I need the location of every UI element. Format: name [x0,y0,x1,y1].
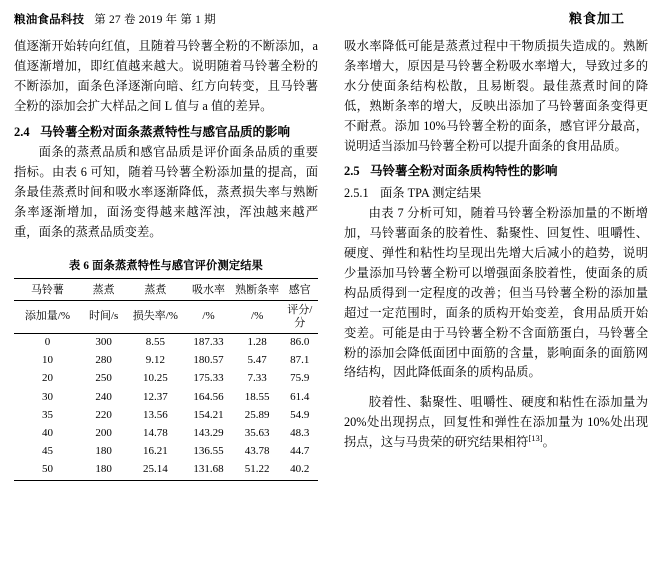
heading-2-4-text: 马铃薯全粉对面条蒸煮特性与感官品质的影响 [40,124,291,139]
cell: 9.12 [145,354,165,367]
cell: 280 [95,354,112,367]
table-6-col-header-5b: 评分/分 [287,303,313,329]
heading-2-5-1 [344,184,648,203]
heading-2-5-1-text: 面条 TPA 测定结果 [380,186,482,201]
section-title: 粮食加工 [568,11,625,26]
citation-ref-13: [13] [528,433,543,444]
heading-2-4-number: 2.4 [14,124,30,139]
cell: 0 [44,336,51,348]
cell: 180 [95,445,112,458]
cell: 54.9 [290,408,310,421]
cell: 180 [81,461,127,480]
cell: 75.9 [290,372,310,385]
right-column [344,37,648,481]
running-head-left [14,11,216,27]
paragraph-2-4-body: 面条的蒸煮品质和感官品质是评价面条品质的重要指标。由表 6 可知，随着马铃薯全粉添加量的提高，面条最佳蒸煮时间和吸水率逐渐降低，蒸煮损失率与熟断条率逐渐增加，面汤变得越来越浑浊，浑浊越来越严重，面条的蒸煮品质变差。 [14,145,318,239]
table-6-col-header-0b: 添加量/% [24,310,71,323]
paragraph-continued: 值逐渐开始转向红值，且随着马铃薯全粉的不断添加，a 值逐渐增加，即红值越来越大。说明随着马铃薯全粉的不断添加，面条色泽逐渐向暗、红方向转变，且马铃薯全粉的添加会扩大样品之间 L 值与 a 值的差异。 [14,39,318,113]
cell: 35.63 [244,426,270,439]
cell: 5.47 [247,354,267,367]
table-6-col-header-0a: 马铃薯 [14,279,81,301]
left-column [14,37,318,481]
cell: 61.4 [290,390,310,403]
table-6-caption: 表 6 面条蒸煮特性与感官评价测定结果 [69,259,263,272]
cell: 40.2 [281,461,318,480]
table-row [14,443,318,461]
cell: 175.33 [193,372,224,385]
cell: 25.89 [244,408,270,421]
table-6-col-header-4a: 熟断条率 [233,279,282,301]
cell: 136.55 [193,445,224,458]
cell: 87.1 [290,354,310,367]
heading-2-5-1-number: 2.5.1 [344,186,369,201]
heading-2-5 [344,162,648,181]
table-6-wrapper [14,257,318,481]
table-6-body [14,301,318,480]
table-row [14,424,318,442]
cell: 8.55 [145,336,165,348]
paragraph-texture-inflection-end: 。 [542,435,555,450]
running-head [14,8,657,31]
cell: 154.21 [193,408,224,421]
cell: 131.68 [184,461,233,480]
table-6-col-header-4b: /% [251,310,264,323]
cell: 86.0 [290,336,310,348]
table-6-col-header-1b: 时间/s [89,310,119,323]
cell: 50 [14,461,81,480]
cell: 250 [95,372,112,385]
body-columns [14,37,657,481]
paragraph-texture-inflection [344,393,648,453]
cell: 13.56 [142,408,168,421]
cell: 45 [41,445,53,458]
cell: 43.78 [244,445,270,458]
cell: 30 [41,390,53,403]
paragraph-2-5-1-body: 由表 7 分析可知，随着马铃薯全粉添加量的不断增加，马铃薯面条的胶着性、黏聚性、回复性、咀嚼性、硬度、弹性和粘性均呈现出先增大后减小的趋势，说明少量添加马铃薯全粉可以增强面条胶着性，使面条的质构品质得到一定程度的改善；但当马铃薯全粉的添加量超过一定范围时，面条的质构开始变差，食用品质开始变差。可能是由于马铃薯全粉不含面筋蛋白，马铃薯全粉的添加会降低面团中面筋的含量，影响面条的面筋网络结构，因此降低面条的质构品质。 [344,206,648,380]
heading-2-5-number: 2.5 [344,164,360,179]
table-6-col-header-1a: 蒸煮 [81,279,127,301]
table-row [14,370,318,388]
cell: 35 [41,408,53,421]
cell: 10.25 [142,372,168,385]
table-row [14,333,318,352]
cell: 200 [95,426,112,439]
cell: 143.29 [193,426,224,439]
issue-info: 第 27 卷 2019 年 第 1 期 [94,14,216,26]
cell: 300 [95,336,112,348]
cell: 25.14 [126,461,184,480]
table-6-col-header-5a: 感官 [281,279,318,301]
table-row [14,461,318,480]
cell: 40 [41,426,53,439]
table-row [14,406,318,424]
table-6-col-header-2b: 损失率/% [132,310,178,323]
table-6-header-row-2 [14,301,318,333]
cell: 10 [41,354,53,367]
cell: 180.57 [193,354,224,367]
cell: 12.37 [142,390,168,403]
paragraph-texture-inflection-text: 胶着性、黏聚性、咀嚼性、硬度和粘性在添加量为 20%处出现拐点，回复性和弹性在添加量为 10%处出现拐点，这与马贵荣的研究结果相符 [344,395,648,450]
table-row [14,388,318,406]
table-6-col-header-3a: 吸水率 [184,279,233,301]
heading-2-4 [14,123,318,142]
paragraph-continued-right: 吸水率降低可能是蒸煮过程中干物质损失造成的。熟断条率增大，原因是马铃薯全粉吸水率增大，导致过多的水分使面条结构松散，且易断裂。最佳蒸煮时间的降低，熟断条率的增大，反映出添加了马铃薯面条变得更不耐煮。添加 10%马铃薯全粉的面条，感官评分最高，说明适当添加马铃薯全粉可以提升面条的食用品质。 [344,39,648,153]
cell: 7.33 [247,372,267,385]
cell: 220 [95,408,112,421]
cell: 20 [41,372,53,385]
cell: 164.56 [193,390,224,403]
cell: 187.33 [193,336,224,348]
table-row [14,352,318,370]
cell: 48.3 [290,426,310,439]
cell: 18.55 [244,390,270,403]
table-6-col-header-2a: 蒸煮 [126,279,184,301]
cell: 16.21 [142,445,168,458]
journal-title: 粮油食品科技 [14,14,85,26]
cell: 14.78 [142,426,168,439]
table-6-head [14,279,318,301]
table-6 [14,278,318,480]
cell: 240 [95,390,112,403]
heading-2-5-text: 马铃薯全粉对面条质构特性的影响 [370,164,558,179]
table-6-col-header-3b: /% [202,310,215,323]
cell: 1.28 [247,336,267,348]
cell: 51.22 [233,461,282,480]
table-6-header-row-1 [14,279,318,301]
cell: 44.7 [290,445,310,458]
